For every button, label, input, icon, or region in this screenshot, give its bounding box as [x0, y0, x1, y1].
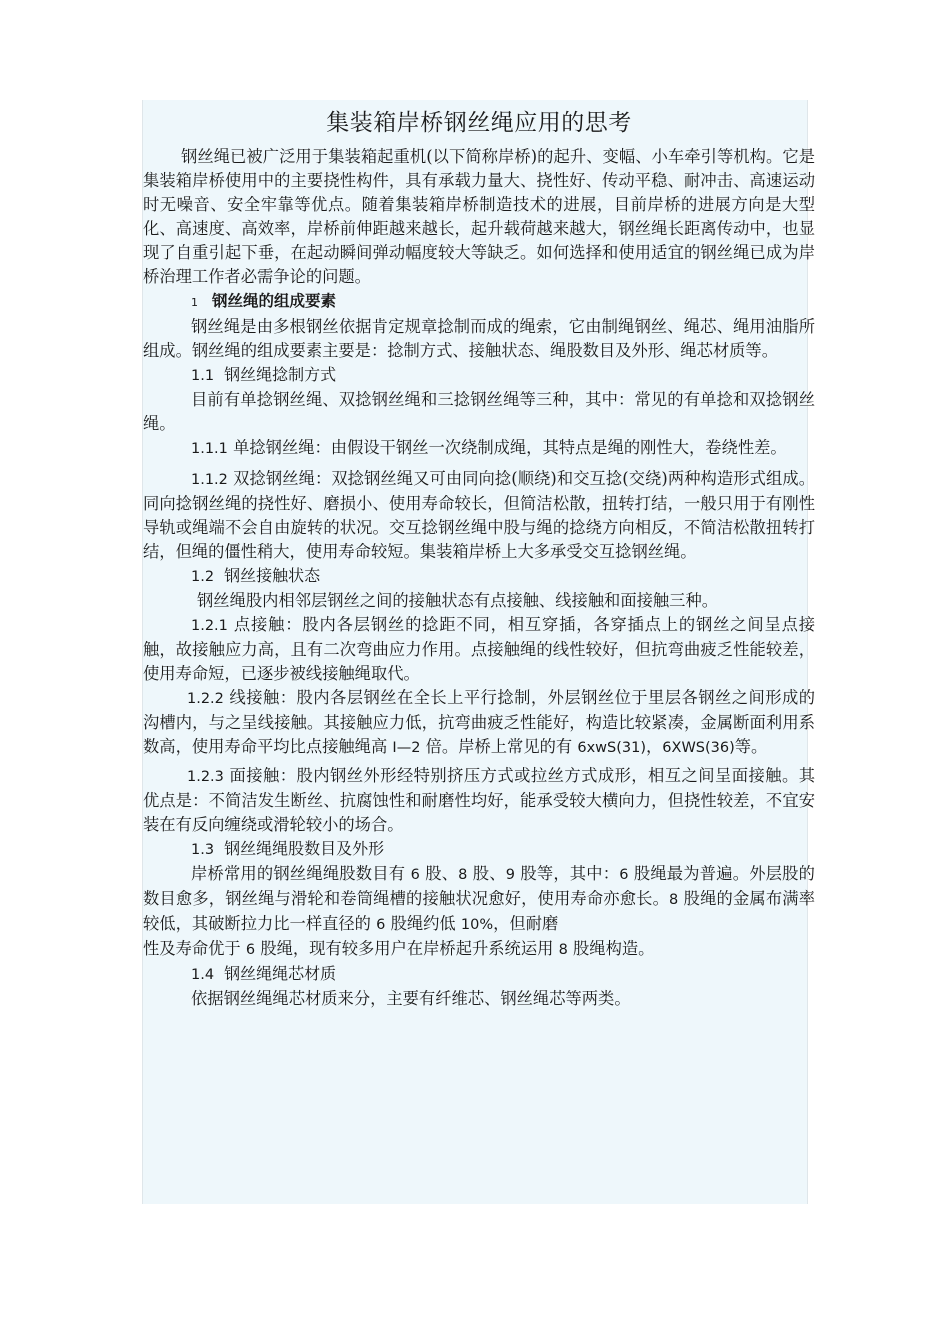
section-1-2-2-model-a: 6xwS(31) — [577, 740, 646, 756]
section-1-2-1-text: 点接触：股内各层钢丝的捻距不同，相互穿插，各穿插点上的钢丝之间呈点接触，故接触应力高，且有二次弯曲应力作用。点接触绳的线性较好，但抗弯曲疲乏性能较差，使用寿命短，已逐步被线接触绳取代。 — [143, 615, 815, 683]
section-1-1-1-number: 1.1.1 — [191, 441, 228, 457]
document-title: 集装箱岸桥钢丝绳应用的思考 — [326, 110, 632, 136]
section-1-3-title: 钢丝绳绳股数目及外形 — [224, 839, 385, 858]
section-1-3-n8b: 8 — [669, 892, 679, 908]
section-1-3-n6d: 6 — [245, 942, 256, 958]
section-1-3-text-b: 股绳最为普遍。外层股的数目愈多，钢丝绳与滑轮和卷筒绳槽的接触状况愈好，使用寿命亦愈长。 — [143, 864, 815, 908]
section-1-2-2-paragraph — [143, 686, 815, 760]
section-1-2-title: 钢丝接触状态 — [224, 566, 321, 585]
section-1-2-2-number: 1.2.2 — [187, 691, 224, 707]
section-1-3-n6c: 6 — [376, 917, 386, 933]
section-1-2-paragraph: 钢丝绳股内相邻层钢丝之间的接触状态有点接触、线接触和面接触三种。 — [197, 591, 719, 610]
section-1-number: 1 — [191, 296, 198, 309]
section-1-2-2-ratio: I—2 — [392, 740, 421, 756]
section-1-3-n8: 8 — [458, 867, 468, 883]
section-1-1-paragraph: 目前有单捻钢丝绳、双捻钢丝绳和三捻钢丝绳等三种，其中：常见的有单捻和双捻钢丝绳。 — [143, 390, 815, 433]
section-1-3-text-e: ，但耐磨 — [493, 914, 559, 933]
section-1-3-n9: 9 — [505, 867, 515, 883]
section-1-3-n6: 6 — [410, 867, 420, 883]
section-1-1-title: 钢丝绳捻制方式 — [224, 365, 337, 384]
section-1-3-text-a: 岸桥常用的钢丝绳绳股数目有 — [191, 864, 406, 883]
section-1-3-t3: 股等，其中： — [520, 864, 620, 883]
section-1-1-2-number: 1.1.2 — [191, 472, 228, 488]
section-1-4-paragraph: 依据钢丝绳绳芯材质来分，主要有纤维芯、钢丝绳芯等两类。 — [191, 989, 631, 1008]
section-1-2-2-text-b: 倍。岸桥上常见的有 — [425, 737, 573, 756]
section-1-3-number: 1.3 — [191, 842, 215, 858]
section-1-2-3-paragraph — [143, 764, 815, 837]
section-1-2-heading — [143, 564, 815, 589]
section-1-2-3-number: 1.2.3 — [187, 769, 224, 785]
section-1-1-number: 1.1 — [191, 368, 215, 384]
section-1-1-1-text: 单捻钢丝绳：由假设干钢丝一次绕制成绳，其特点是绳的刚性大，卷绕性差。 — [233, 438, 787, 457]
section-1-3-line2-a: 性及寿命优于 — [143, 939, 241, 958]
section-1-1-2-paragraph — [143, 467, 815, 564]
section-1-3-text-c: 股绳的金属布满率较低，其破断拉力比一样直径的 — [143, 889, 815, 933]
section-1-1-heading — [143, 363, 815, 388]
section-1-2-number: 1.2 — [191, 569, 215, 585]
section-1-3-line2-c: 股绳构造。 — [573, 939, 655, 958]
section-1-2-1-paragraph — [143, 613, 815, 686]
section-1-2-3-text: 面接触：股内钢丝外形经特别挤压方式或拉丝方式成形，相互之间呈面接触。其优点是：不简洁发生断丝、抗腐蚀性和耐磨性均好，能承受较大横向力，但挠性较差，不宜安装在有反向缠绕或滑轮较小的场合。 — [143, 766, 815, 834]
section-1-3-n6b: 6 — [619, 867, 629, 883]
document-body — [143, 100, 815, 1011]
section-1-3-continuation — [143, 937, 815, 962]
section-1-3-t1: 股、 — [425, 864, 459, 883]
section-1-2-2-text-c: 等。 — [734, 737, 768, 756]
section-1-3-line2-b: 股绳，现有较多用户在岸桥起升系统运用 — [260, 939, 554, 958]
section-1-2-2-model-b: 6XWS(36) — [662, 740, 735, 756]
section-1-4-title: 钢丝绳绳芯材质 — [224, 964, 337, 983]
section-1-2-1-number: 1.2.1 — [191, 618, 228, 634]
section-1-1-2-text: 双捻钢丝绳：双捻钢丝绳又可由同向捻(顺绕)和交互捻(交绕)两种构造形式组成。同向捻钢丝绳的挠性好、磨损小、使用寿命较长，但简洁松散，扭转打结，一般只用于有刚性导轨或绳端不会自由旋转的状况。交互捻钢丝绳中股与绳的捻绕方向相反，不简洁松散扭转打结，但绳的僵性稍大，使用寿命较短。集装箱岸桥上大多承受交互捻钢丝绳。 — [143, 469, 815, 561]
section-1-paragraph: 钢丝绳是由多根钢丝依据肯定规章捻制而成的绳索，它由制绳钢丝、绳芯、绳用油脂所组成。钢丝绳的组成要素主要是：捻制方式、接触状态、绳股数目及外形、绳芯材质等。 — [143, 317, 815, 360]
intro-paragraph: 钢丝绳已被广泛用于集装箱起重机(以下简称岸桥)的起升、变幅、小车牵引等机构。它是集装箱岸桥使用中的主要挠性构件，具有承载力量大、挠性好、传动平稳、耐冲击、高速运动时无噪音、安全牢靠等优点。随着集装箱岸桥制造技术的进展，目前岸桥的进展方向是大型化、高速度、高效率，岸桥前伸距越来越长，起升载荷越来越大，钢丝绳长距离传动中，也显现了自重引起下垂，在起动瞬间弹动幅度较大等缺乏。如何选择和使用适宜的钢丝绳已成为岸桥治理工作者必需争论的问题。 — [143, 147, 815, 286]
section-1-3-pct: 10% — [460, 917, 494, 933]
section-1-3-text-d: 股绳约低 — [390, 914, 456, 933]
section-1-2-2-sep: ， — [646, 737, 663, 756]
section-1-3-t2: 股、 — [472, 864, 506, 883]
section-1-1-1-paragraph — [143, 436, 815, 461]
section-1-3-n8c: 8 — [558, 942, 568, 958]
section-1-title: 钢丝绳的组成要素 — [212, 292, 337, 310]
section-1-2-2-text-a: 线接触：股内各层钢丝在全长上平行捻制，外层钢丝位于里层各钢丝之间形成的沟槽内，与之呈线接触。其接触应力低，抗弯曲疲乏性能好，构造比较紧凑，金属断面利用系数高，使用寿命平均比点接触绳高 — [143, 688, 815, 756]
section-1-4-heading — [143, 962, 815, 987]
section-1-4-number: 1.4 — [191, 967, 215, 983]
section-1-heading — [143, 289, 815, 315]
section-1-3-paragraph — [143, 862, 815, 937]
section-1-3-heading — [143, 837, 815, 862]
